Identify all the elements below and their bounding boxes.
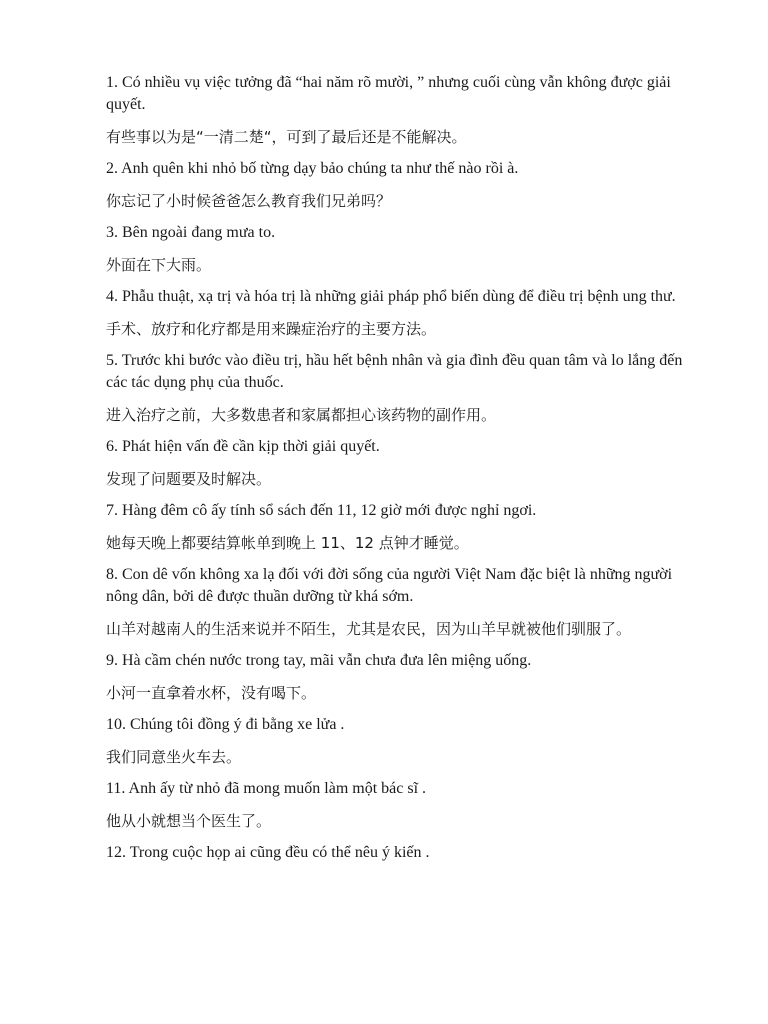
chinese-translation: 她每天晚上都要结算帐单到晚上 11、12 点钟才睡觉。 <box>106 534 469 552</box>
sentence-pair-7 <box>106 500 702 554</box>
sentence-pair-10 <box>106 714 702 768</box>
sentence-pair-1 <box>106 72 702 148</box>
sentence-pair-12 <box>106 842 702 864</box>
chinese-translation: 手术、放疗和化疗都是用来躁症治疗的主要方法。 <box>106 320 437 338</box>
chinese-translation: 他从小就想当个医生了。 <box>106 812 272 830</box>
sentence-pair-8 <box>106 564 702 640</box>
sentence-pair-3 <box>106 222 702 276</box>
vietnamese-sentence: 3. Bên ngoài đang mưa to. <box>106 224 276 241</box>
chinese-translation: 外面在下大雨。 <box>106 256 212 274</box>
chinese-translation: 你忘记了小时候爸爸怎么教育我们兄弟吗？ <box>106 192 392 210</box>
vietnamese-sentence: 6. Phát hiện vấn đề cần kịp thời giải quyết. <box>106 438 380 455</box>
vietnamese-sentence: 4. Phẫu thuật, xạ trị và hóa trị là những giải pháp phổ biến dùng để điều trị bệnh ung thư. <box>106 288 676 305</box>
chinese-translation: 小河一直拿着水杯，没有喝下。 <box>106 684 317 702</box>
vietnamese-sentence: 5. Trước khi bước vào điều trị, hầu hết bệnh nhân và gia đình đều quan tâm và lo lắng đến các tác dụng phụ của thuốc. <box>106 352 683 391</box>
vietnamese-sentence: 1. Có nhiều vụ việc tưởng đã “hai năm rõ mười, ” nhưng cuối cùng vẫn không được giải quyết. <box>106 74 671 113</box>
vietnamese-sentence: 11. Anh ấy từ nhỏ đã mong muốn làm một bác sĩ . <box>106 780 427 797</box>
sentence-pair-5 <box>106 350 702 426</box>
vietnamese-sentence: 7. Hàng đêm cô ấy tính sổ sách đến 11, 12 giờ mới được nghỉ ngơi. <box>106 502 537 519</box>
sentence-pair-4 <box>106 286 702 340</box>
chinese-translation: 进入治疗之前，大多数患者和家属都担心该药物的副作用。 <box>106 406 497 424</box>
vietnamese-sentence: 2. Anh quên khi nhỏ bố từng dạy bảo chúng ta như thế nào rồi à. <box>106 160 519 177</box>
sentence-pair-6 <box>106 436 702 490</box>
vietnamese-sentence: 9. Hà cầm chén nước trong tay, mãi vẫn chưa đưa lên miệng uống. <box>106 652 532 669</box>
vietnamese-sentence: 12. Trong cuộc họp ai cũng đều có thể nêu ý kiến . <box>106 844 430 861</box>
chinese-translation: 发现了问题要及时解决。 <box>106 470 272 488</box>
chinese-translation: 我们同意坐火车去。 <box>106 748 242 766</box>
sentence-pair-9 <box>106 650 702 704</box>
sentence-pair-11 <box>106 778 702 832</box>
vietnamese-sentence: 8. Con dê vốn không xa lạ đối với đời sống của người Việt Nam đặc biệt là những người nông dân, bởi dê được thuần dưỡng từ khá sớm. <box>106 566 673 605</box>
chinese-translation: 有些事以为是“一清二楚“，可到了最后还是不能解决。 <box>106 128 467 146</box>
vietnamese-sentence: 10. Chúng tôi đồng ý đi bằng xe lửa . <box>106 716 345 733</box>
sentence-pair-2 <box>106 158 702 212</box>
chinese-translation: 山羊对越南人的生活来说并不陌生，尤其是农民，因为山羊早就被他们驯服了。 <box>106 620 632 638</box>
